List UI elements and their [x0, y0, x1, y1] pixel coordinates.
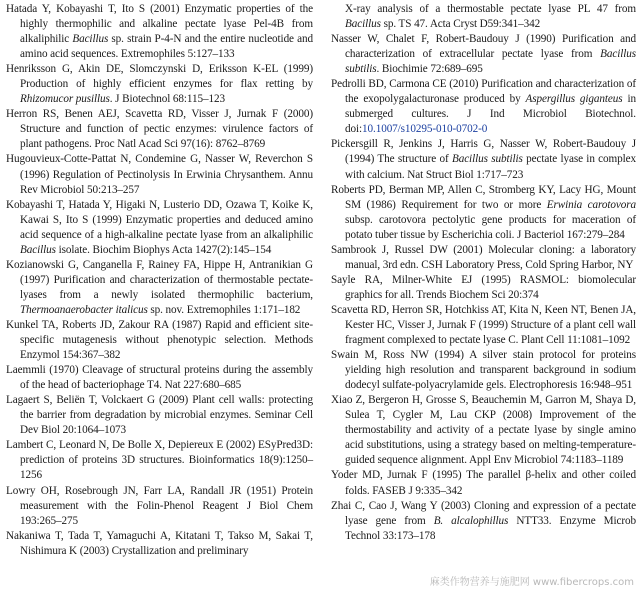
reference-species: Bacillus — [345, 18, 381, 31]
reference-text: Sayle RA, Milner-White EJ (1995) RASMOL: biomolecular graphics for all. Trends Biochem Sci 20:374 — [331, 273, 636, 301]
reference-entry — [6, 2, 313, 62]
reference-species: Bacillus — [72, 33, 109, 46]
reference-text: Herron RS, Benen AEJ, Scavetta RD, Visser J, Jurnak F (2000) Structure and function of pectic enzymes: virulence factors of plant pathogens. Proc Natl Acad Sci 97(16): 8762–8769 — [6, 108, 313, 151]
reference-text: NTT33. Enzyme Microb Technol 33:173–178 — [345, 514, 636, 542]
reference-species: Bacillus subtilis — [451, 153, 523, 166]
reference-entry — [6, 363, 313, 393]
reference-text: Lagaert S, Beliën T, Volckaert G (2009) Plant cell walls: protecting the barrier from degradation by microbial enzymes. Seminar Cell Dev Biol 20:1064–1073 — [6, 394, 313, 437]
reference-species: Erwinia carotovora — [546, 198, 636, 211]
reference-text: subsp. carotovora pectolytic gene products for maceration of potato tuber tissue by Escherichia coli. J Bacteriol 167:279–284 — [345, 213, 636, 241]
reference-species: B. alcalophillus — [433, 514, 509, 527]
reference-text: Lowry OH, Rosebrough JN, Farr LA, Randall JR (1951) Protein measurement with the Folin-Phenol Reagent J Biol Chem 193:265–275 — [6, 484, 313, 527]
reference-text: Xiao Z, Bergeron H, Grosse S, Beauchemin M, Garron M, Shaya D, Sulea T, Cygler M, Lau CKP (2008) Improvement of the thermostability and activity of a pectate lyase by single amino acid substitutions, using a strategy based on melting-temperature-guided sequence alignment. Appl Env Microbiol 74:1183–1189 — [331, 394, 636, 467]
reference-text: Laemmli (1970) Cleavage of structural proteins during the assembly of the head of bacteriophage T4. Nat 227:680–685 — [6, 364, 313, 392]
reference-text: Scavetta RD, Herron SR, Hotchkiss AT, Kita N, Keen NT, Benen JA, Kester HC, Visser J, Jurnak F (1999) Structure of a plant cell wall fragment complexed to pectate lyase C. Plant Cell 11:1081–1092 — [331, 303, 636, 347]
reference-text: Hugouvieux-Cotte-Pattat N, Condemine G, Nasser W, Reverchon S (1996) Regulation of Pectinolysis In Erwinia Chrysanthem. Annu Rev Microbiol 50:213–257 — [6, 153, 313, 196]
reference-text: Henriksson G, Akin DE, Slomczynski D, Eriksson K-EL (1999) Production of highly efficient enzymes for flax retting by — [6, 63, 313, 91]
reference-text: Kozianowski G, Canganella F, Rainey FA, Hippe H, Antranikian G (1997) Purification and characterization of thermostable pectate-lyases from a newly isolated thermophilic bacterium, — [6, 258, 313, 301]
reference-text: Yoder MD, Jurnak F (1995) The parallel β-helix and other coiled folds. FASEB J 9:335–342 — [331, 469, 636, 497]
watermark: 麻类作物营养与施肥网 www.fibercrops.com — [429, 577, 634, 588]
reference-species: Bacillus subtilis — [345, 48, 636, 76]
reference-species: Rhizomucor pusillus — [20, 93, 110, 106]
reference-text: . Biochimie 72:689–695 — [376, 63, 483, 76]
reference-column-left — [6, 2, 313, 559]
reference-entry — [331, 77, 636, 137]
reference-text: isolate. Biochim Biophys Acta 1427(2):145–154 — [55, 243, 272, 256]
reference-entry — [6, 107, 313, 152]
reference-entry — [6, 438, 313, 483]
reference-entry — [331, 303, 636, 348]
reference-entry — [331, 137, 636, 182]
reference-text: Nakaniwa T, Tada T, Yamaguchi A, Kitatani T, Takso M, Sakai T, Nishimura K (2003) Crystallization and preliminary — [6, 529, 313, 557]
reference-entry — [6, 318, 313, 363]
reference-text: Kunkel TA, Roberts JD, Zakour RA (1987) Rapid and efficient site-specific mutagenesis without phenotypic selection. Methods Enzymol 154:367–382 — [6, 318, 313, 362]
reference-entry — [331, 393, 636, 468]
reference-species: Aspergillus giganteus — [525, 93, 623, 106]
reference-species: Bacillus — [20, 243, 56, 256]
reference-text: Nasser W, Chalet F, Robert-Baudouy J (1990) Purification and characterization of extracellular pectate lyase from — [331, 33, 636, 61]
reference-text: sp. TS 47. Acta Cryst D59:341–342 — [380, 18, 541, 31]
reference-entry — [331, 273, 636, 303]
reference-species: Thermoanaerobacter italicus — [20, 303, 148, 316]
reference-entry — [331, 183, 636, 243]
reference-entry — [6, 393, 313, 438]
reference-text: Kobayashi T, Hatada Y, Higaki N, Lusterio DD, Ozawa T, Koike K, Kawai S, Ito S (1999) Enzymatic properties and deduced amino acid sequence of a high-alkaline pectate lyase from an alkaliphilic — [6, 198, 313, 241]
reference-entry — [331, 32, 636, 77]
reference-entry — [6, 62, 313, 107]
reference-entry — [6, 529, 313, 559]
reference-text: Swain M, Ross NW (1994) A silver stain protocol for proteins yielding high resolution and transparent background in sodium dodecyl sulfate-polyacrylamide gels. Electrophoresis 16:948–951 — [331, 349, 636, 392]
reference-text: Pickersgill R, Jenkins J, Harris G, Nasser W, Robert-Baudouy J (1994) The structure of — [331, 138, 636, 166]
reference-text: sp. nov. Extremophiles 1:171–182 — [147, 303, 301, 316]
reference-text: . J Biotechnol 68:115–123 — [109, 93, 225, 106]
reference-text: Pedrolli BD, Carmona CE (2010) Purification and characterization of the exopolygalacturonase produced by — [331, 78, 636, 106]
reference-entry — [331, 348, 636, 393]
reference-text: Sambrook J, Russel DW (2001) Molecular cloning: a laboratory manual, 3rd edn. CSH Laboratory Press, Cold Spring Harbor, NY — [331, 243, 636, 271]
reference-text: X-ray analysis of a thermostable pectate lyase PL 47 from — [345, 3, 636, 15]
reference-entry — [331, 499, 636, 544]
reference-text: sp. strain P-4-N and the entire nucleotide and amino acid sequences. Extremophiles 5:127–133 — [20, 33, 313, 61]
reference-entry — [6, 258, 313, 318]
reference-column-right — [331, 2, 636, 544]
reference-text: Zhai C, Cao J, Wang Y (2003) Cloning and expression of a pectate lyase gene from — [331, 499, 636, 527]
reference-entry — [6, 198, 313, 258]
reference-text: Roberts PD, Berman MP, Allen C, Stromberg KY, Lacy HG, Mount SM (1986) Requirement for two or more — [331, 183, 636, 211]
reference-text: pectate lyase in complex with calcium. Nat Struct Biol 1:717–723 — [345, 153, 637, 181]
reference-text: Lambert C, Leonard N, De Bolle X, Depiereux E (2002) ESyPred3D: prediction of proteins 3D structures. Bioinformatics 18(9):1250–1256 — [6, 439, 313, 482]
reference-entry — [331, 2, 636, 32]
reference-entry — [6, 152, 313, 197]
doi-link[interactable]: 10.1007/s10295-010-0702-0 — [362, 123, 488, 136]
reference-entry — [331, 468, 636, 498]
reference-text: Hatada Y, Kobayashi T, Ito S (2001) Enzymatic properties of the highly thermophilic and alkaline pectate lyase Pel-4B from alkaliphilic — [6, 3, 313, 46]
reference-entry — [6, 484, 313, 529]
reference-entry — [331, 243, 636, 273]
reference-text: in submerged cultures. J Ind Microbiol Biotechnol. doi: — [345, 93, 636, 136]
